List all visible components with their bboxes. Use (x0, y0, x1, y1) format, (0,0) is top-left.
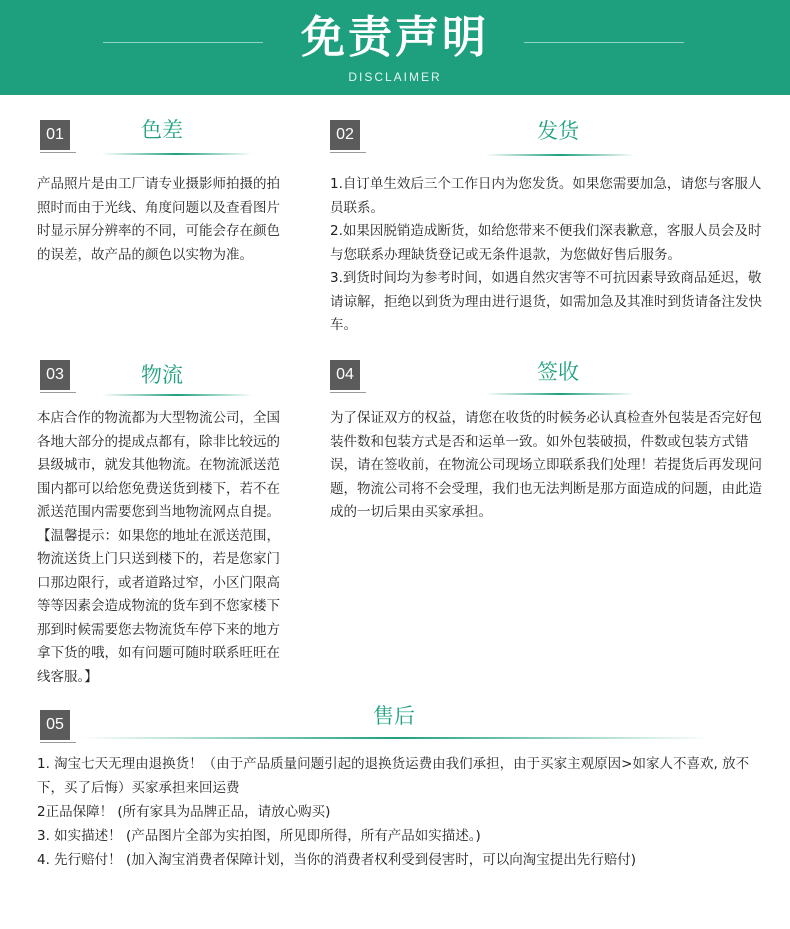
title-underline (485, 154, 635, 156)
section-title: 售后 (373, 704, 415, 728)
badge-underline (40, 742, 76, 743)
section-number-badge: 05 (40, 710, 70, 740)
section-body (330, 407, 765, 525)
page-title: 免责声明 (301, 12, 489, 63)
paragraph: 产品照片是由工厂请专业摄影师拍摄的拍照时而由于光线、角度问题以及查看图片时显示屏分辨率的不同，可能会存在颜色的误差，故产品的颜色以实物为准。 (37, 176, 280, 263)
section-body (330, 173, 765, 338)
title-underline (485, 393, 635, 395)
section-number-badge: 01 (40, 120, 70, 150)
page-subtitle: DISCLAIMER (348, 70, 442, 84)
section-number-badge: 04 (330, 360, 360, 390)
paragraph: 1.自订单生效后三个工作日内为您发货。如果您需要加急，请您与客服人员联系。 (330, 176, 762, 216)
paragraph: 3.到货时间均为参考时间，如遇自然灾害等不可抗因素导致商品延迟，敬请谅解，拒绝以到货为理由进行退货，如需加急及其准时到货请备注发快车。 (330, 270, 762, 333)
paragraph: 1. 淘宝七天无理由退换货！（由于产品质量问题引起的退换货运费由我们承担，由于买家主观原因>如家人不喜欢, 放不下，买了后悔）买家承担来回运费 (37, 756, 750, 796)
badge-underline (40, 392, 76, 393)
section-title: 色差 (141, 118, 183, 142)
section-title: 发货 (537, 119, 579, 143)
header-banner (0, 0, 790, 95)
paragraph: 2正品保障！ (所有家具为品牌正品，请放心购买) (37, 804, 331, 820)
section-number-badge: 03 (40, 360, 70, 390)
paragraph: 本店合作的物流都为大型物流公司，全国各地大部分的提成点都有，除非比较远的县级城市，就发其他物流。在物流派送范围内都可以给您免费送货到楼下，若不在派送范围内需要您到当地物流网点自提。 (37, 410, 280, 520)
paragraph: 3. 如实描述！ (产品图片全部为实拍图，所见即所得，所有产品如实描述。) (37, 828, 481, 844)
badge-underline (330, 152, 366, 153)
paragraph: 2.如果因脱销造成断货，如给您带来不便我们深表歉意，客服人员会及时与您联系办理缺货登记或无条件退款，为您做好售后服务。 (330, 223, 762, 263)
paragraph: 4. 先行赔付！ (加入淘宝消费者保障计划，当你的消费者权利受到侵害时，可以向淘宝提出先行赔付) (37, 852, 636, 868)
badge-underline (330, 392, 366, 393)
paragraph: 【温馨提示：如果您的地址在派送范围，物流送货上门只送到楼下的，若是您家门口那边限行，或者道路过窄，小区门限高等等因素会造成物流的货车到不您家楼下那到时候需要您去物流货车停下来的地方拿下货的哦，如有问题可随时联系旺旺在线客服。】 (37, 527, 280, 685)
badge-underline (40, 152, 76, 153)
paragraph: 为了保证双方的权益，请您在收货的时候务必认真检查外包装是否完好包装件数和包装方式是否和运单一致。如外包装破损，件数或包装方式错误，请在签收前，在物流公司现场立即联系我们处理！若提货后再发现问题，物流公司将不会受理，我们也无法判断是那方面造成的问题，由此造成的一切后果由买家承担。 (330, 410, 762, 520)
title-underline (80, 737, 710, 739)
title-underline (102, 394, 252, 396)
section-title: 物流 (141, 363, 183, 387)
section-number-badge: 02 (330, 120, 360, 150)
section-body (37, 173, 283, 267)
section-body (37, 752, 757, 872)
section-title: 签收 (537, 360, 579, 384)
section-body (37, 407, 287, 689)
title-underline (102, 153, 252, 155)
